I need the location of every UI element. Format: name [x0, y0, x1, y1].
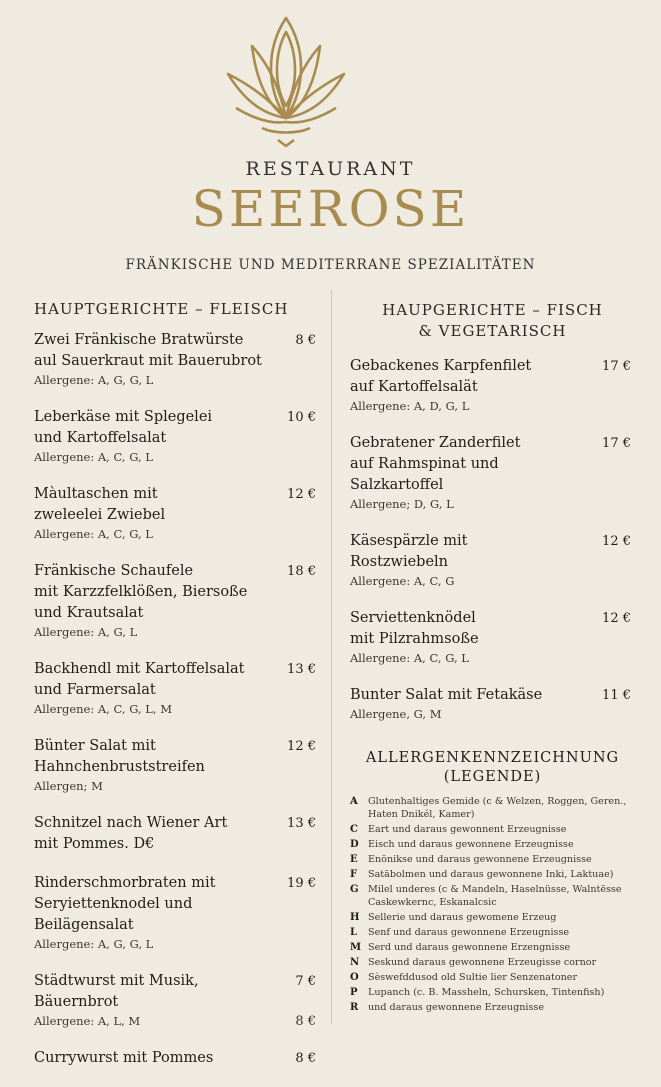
menu-item-allergens	[34, 1013, 320, 1030]
menu-item	[34, 813, 320, 855]
menu-item-name: Bünter Salat mit Hahnchenbruststreifen	[34, 738, 205, 775]
legend-row	[350, 795, 635, 821]
legend-text: und daraus gewonnene Erzeugnisse	[368, 1002, 545, 1013]
legend-key: R	[350, 1002, 359, 1013]
menu-item-allergens-text: Allergene: A, G, G, L	[34, 937, 154, 951]
menu-item-name: Currywurst mit Pommes	[34, 1050, 214, 1066]
menu-item	[34, 484, 320, 543]
menu-item-allergens-text: Allergene: A, C, G, L	[34, 527, 153, 541]
meat-section-title: HAUPTGERICHTE – FLEISCH	[34, 300, 289, 318]
legend-row	[350, 883, 635, 909]
fish-section-title: HAUPGERICHTE – FISCH & VEGETARISCH	[382, 301, 603, 340]
menu-item-allergens	[34, 778, 320, 795]
menu-item-name: Serviettenknödel mit Pilzrahmsoße	[350, 610, 479, 647]
menu-item	[34, 659, 320, 718]
legend-text: Sèswefddusod old Sultie lier Senzenatoner	[368, 972, 578, 983]
legend-text: Serd und daraus gewonnene Erzengnisse	[368, 942, 571, 953]
menu-item-allergens	[34, 526, 320, 543]
menu-item-allergens-text: Allergene: A, D, G, L	[350, 399, 470, 413]
menu-item-name: Backhendl mit Kartoffelsalat und Farmersalat	[34, 661, 245, 698]
restaurant-name: SEEROSE	[191, 180, 470, 238]
legend-text: Satäbolmen und daraus gewonnene Inki, Laktuae)	[368, 869, 614, 880]
menu-item-name: Rinderschmorbraten mit Seryiettenknodel und Beilägensalat	[34, 875, 216, 933]
legend-row	[350, 956, 635, 969]
menu-item	[34, 736, 320, 795]
menu-item	[34, 873, 320, 953]
legend-row	[350, 838, 635, 851]
legend-key: E	[350, 854, 358, 865]
menu-item-allergens	[350, 650, 635, 667]
legend-row	[350, 926, 635, 939]
restaurant-label: RESTAURANT	[245, 158, 416, 180]
menu-item-name: Bunter Salat mit Fetakäse	[350, 687, 543, 703]
legend-text: Senf und daraus gewonnene Erzeugnisse	[368, 927, 570, 938]
menu-item-allergens-text: Allergene: A, G, L	[34, 625, 138, 639]
legend-key: H	[350, 912, 360, 923]
menu-item-allergens-text: Allergen; M	[34, 779, 103, 793]
menu-item-name: Fränkische Schaufele mit Karzzfelklößen, Biersoße und Krautsalat	[34, 563, 248, 621]
menu-item-price: 12 €	[287, 739, 316, 754]
menu-item-name: Gebratener Zanderfilet auf Rahmspinat und Salzkartoffel	[350, 435, 521, 493]
legend-key: C	[350, 824, 358, 835]
menu-item-allergens	[350, 496, 635, 513]
menu-item-price: 8 €	[295, 1051, 316, 1066]
lotus-icon	[222, 8, 350, 148]
legend-row	[350, 941, 635, 954]
menu-item	[34, 330, 320, 389]
legend-key: M	[350, 942, 362, 953]
legend-text: Seskund daraus gewonnene Erzeugisse cornor	[368, 957, 597, 968]
legend-text: Lupanch (c. B. Massheln, Schursken, Tintenfish)	[368, 987, 605, 998]
menu-item-price: 13 €	[287, 662, 316, 677]
menu-item-price: 18 €	[287, 564, 316, 579]
column-divider	[331, 290, 332, 1024]
menu-item	[350, 608, 635, 667]
legend-row	[350, 853, 635, 866]
menu-item-allergens	[34, 701, 320, 718]
legend-row	[350, 823, 635, 836]
legend-row	[350, 971, 635, 984]
menu-item-name: Leberkäse mit Splegelei und Kartoffelsalat	[34, 409, 213, 446]
meat-items-list	[34, 330, 320, 1069]
menu-item-allergens	[350, 573, 635, 590]
legend-text: Enönikse und daraus gewonnene Erzeugnisse	[368, 854, 592, 865]
menu-item-name: Schnitzel nach Wiener Art mit Pommes. D€	[34, 815, 228, 852]
legend-row	[350, 1001, 635, 1014]
menu-item-price-secondary: 8 €	[295, 1014, 316, 1029]
legend-text: Eisch und daraus gewonnene Erzeugnisse	[368, 839, 574, 850]
allergen-legend	[350, 795, 635, 1014]
menu-item-price: 8 €	[295, 333, 316, 348]
restaurant-subtitle: FRÄNKISCHE UND MEDITERRANE SPEZIALITÄTEN	[125, 257, 536, 273]
fish-vegetarian-section	[350, 300, 635, 1016]
legend-key: D	[350, 839, 359, 850]
menu-item-allergens-text: Allergene: A, G, G, L	[34, 373, 154, 387]
menu-item-name: Städtwurst mit Musik, Bäuernbrot	[34, 973, 199, 1010]
menu-item	[350, 356, 635, 415]
menu-item-allergens	[34, 449, 320, 466]
menu-item-name: Màultaschen mit zweleelei Zwiebel	[34, 486, 166, 523]
menu-item-name: Zwei Fränkische Bratwürste aul Sauerkraut mit Bauerubrot	[34, 332, 262, 369]
meat-section	[34, 300, 320, 1087]
legend-key: G	[350, 884, 359, 895]
legend-key: O	[350, 972, 359, 983]
menu-item-allergens	[350, 398, 635, 415]
menu-item-allergens-text: Allergene: A, C, G	[350, 574, 455, 588]
menu-item-price: 17 €	[602, 436, 631, 451]
menu-item-allergens-text: Allergene: A, C, G, L	[350, 651, 469, 665]
legend-text: Glutenhaltiges Gemide (c & Welzen, Roggen, Geren., Haten Dnikél, Kamer)	[368, 796, 627, 820]
legend-key: F	[350, 869, 358, 880]
legend-key: L	[350, 927, 358, 938]
menu-item-price: 19 €	[287, 876, 316, 891]
fish-items-list	[350, 356, 635, 723]
menu-item	[350, 531, 635, 590]
menu-item-allergens-text: Allergene: A, L, M	[34, 1014, 141, 1028]
menu-item-price: 7 €	[295, 974, 316, 989]
menu-item-price: 11 €	[602, 688, 631, 703]
menu-item-price: 13 €	[287, 816, 316, 831]
menu-item-price: 10 €	[287, 410, 316, 425]
allergen-legend-title: ALLERGENKENNZEICHNUNG (LEGENDE)	[365, 750, 620, 785]
menu-item-name: Käsespärzle mit Rostzwiebeln	[350, 533, 468, 570]
menu-item-price: 17 €	[602, 359, 631, 374]
menu-item-price: 12 €	[602, 534, 631, 549]
menu-item-price: 12 €	[602, 611, 631, 626]
legend-key: A	[350, 796, 358, 807]
menu-item-allergens	[350, 706, 635, 723]
menu-item	[34, 971, 320, 1030]
menu-item-allergens-text: Allergene, G, M	[350, 707, 442, 721]
menu-item	[34, 561, 320, 641]
legend-text: Milel underes (c & Mandeln, Haselnüsse, Walntësse Caskewkernc, Eskanalcsic	[368, 884, 622, 908]
menu-item	[350, 685, 635, 723]
legend-key: N	[350, 957, 360, 968]
legend-row	[350, 868, 635, 881]
menu-item-allergens-text: Allergene: A, C, G, L	[34, 450, 153, 464]
legend-row	[350, 986, 635, 999]
menu-item-name: Gebackenes Karpfenfilet auf Kartoffelsalät	[350, 358, 532, 395]
menu-item-allergens-text: Allergene: A, C, G, L, M	[34, 702, 172, 716]
menu-item-price: 12 €	[287, 487, 316, 502]
legend-row	[350, 911, 635, 924]
menu-item-allergens	[34, 624, 320, 641]
legend-key: P	[350, 987, 358, 998]
menu-item-allergens	[34, 936, 320, 953]
menu-item	[350, 433, 635, 513]
menu-item	[34, 1048, 320, 1069]
menu-item-allergens	[34, 372, 320, 389]
menu-item	[34, 407, 320, 466]
legend-text: Eart und daraus gewonnent Erzeugnisse	[368, 824, 567, 835]
legend-text: Sellerie und daraus gewomene Erzeug	[368, 912, 557, 923]
menu-item-allergens-text: Allergene; D, G, L	[350, 497, 454, 511]
